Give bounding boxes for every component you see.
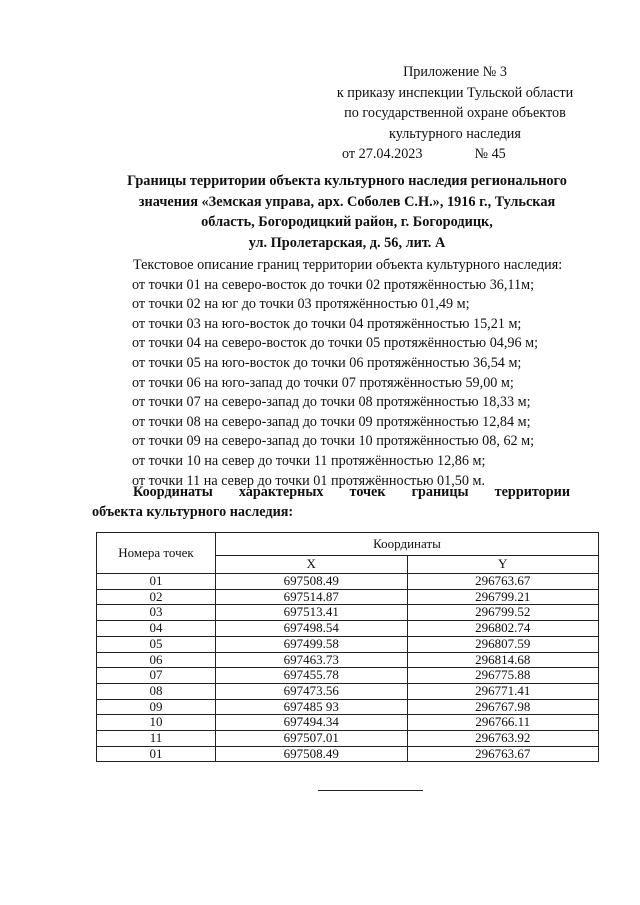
appendix-order-line: к приказу инспекции Тульской области [336, 84, 574, 101]
appendix-title: Приложение № 3 [403, 64, 507, 80]
point-number-cell: 06 [97, 652, 216, 668]
coordinates-heading-line: объекта культурного наследия: [92, 503, 294, 520]
heading-word: Координаты [133, 484, 213, 500]
table-row [97, 731, 599, 747]
x-coordinate-cell: 697463.73 [216, 652, 408, 668]
x-coordinate-cell: 697513.41 [216, 605, 408, 621]
y-coordinate-cell: 296807.59 [407, 636, 599, 652]
x-coordinate-cell: 697507.01 [216, 731, 408, 747]
description-line: от точки 06 на юго-запад до точки 07 протяжённостью 59,00 м; [132, 374, 514, 391]
description-line: от точки 09 на северо-запад до точки 10 протяжённостью 08, 62 м; [132, 433, 535, 450]
x-coordinate-cell: 697455.78 [216, 668, 408, 684]
point-number-cell: 03 [97, 605, 216, 621]
x-coordinate-cell: 697494.34 [216, 715, 408, 731]
y-coordinate-cell: 296799.21 [407, 589, 599, 605]
point-number-cell: 04 [97, 621, 216, 637]
header-coordinates: Координаты [216, 533, 599, 556]
y-coordinate-cell: 296775.88 [407, 668, 599, 684]
description-line: от точки 02 на юг до точки 03 протяжённостью 01,49 м; [132, 296, 470, 313]
table-row [97, 621, 599, 637]
title-line: Границы территории объекта культурного наследия регионального [127, 173, 567, 189]
table-row [97, 746, 599, 762]
header-y: Y [407, 556, 599, 574]
title-line: область, Богородицкий район, г. Богородицк, [201, 214, 493, 230]
y-coordinate-cell: 296771.41 [407, 683, 599, 699]
table-row [97, 699, 599, 715]
x-coordinate-cell: 697473.56 [216, 683, 408, 699]
table-row [97, 715, 599, 731]
point-number-cell: 02 [97, 589, 216, 605]
title-line: значения «Земская управа, арх. Соболев С.Н.», 1916 г., Тульская [138, 193, 556, 210]
point-number-cell: 01 [97, 746, 216, 762]
document-title [92, 171, 602, 253]
description-line: от точки 05 на юго-восток до точки 06 протяжённостью 36,54 м; [132, 354, 522, 371]
header-point-numbers: Номера точек [97, 533, 216, 574]
y-coordinate-cell: 296799.52 [407, 605, 599, 621]
table-row [97, 636, 599, 652]
description-line: от точки 01 на северо-восток до точки 02 протяжённостью 36,11м; [132, 276, 535, 293]
description-line: от точки 10 на север до точки 11 протяжённостью 12,86 м; [132, 452, 486, 469]
coordinates-table [96, 532, 599, 762]
table-body [97, 574, 599, 762]
closing-line [318, 790, 423, 791]
coordinates-heading [92, 483, 570, 522]
point-number-cell: 08 [97, 683, 216, 699]
x-coordinate-cell: 697485 93 [216, 699, 408, 715]
x-coordinate-cell: 697499.58 [216, 636, 408, 652]
y-coordinate-cell: 296763.67 [407, 746, 599, 762]
header-x: X [216, 556, 408, 574]
heading-word: границы [411, 484, 469, 500]
heading-word: территории [494, 484, 570, 500]
y-coordinate-cell: 296766.11 [407, 715, 599, 731]
point-number-cell: 11 [97, 731, 216, 747]
table-row [97, 574, 599, 590]
x-coordinate-cell: 697508.49 [216, 746, 408, 762]
y-coordinate-cell: 296802.74 [407, 621, 599, 637]
description-line: от точки 08 на северо-запад до точки 09 протяжённостью 12,84 м; [132, 413, 531, 430]
y-coordinate-cell: 296763.67 [407, 574, 599, 590]
point-number-cell: 05 [97, 636, 216, 652]
description-line: от точки 03 на юго-восток до точки 04 протяжённостью 15,21 м; [132, 315, 522, 332]
coordinates-heading-line [92, 483, 570, 503]
point-number-cell: 01 [97, 574, 216, 590]
title-line: ул. Пролетарская, д. 56, лит. А [248, 234, 446, 251]
table-row [97, 589, 599, 605]
description-line: от точки 04 на северо-восток до точки 05 протяжённостью 04,96 м; [132, 335, 539, 352]
table-row [97, 652, 599, 668]
table-header-row [97, 533, 599, 556]
order-date: от 27.04.2023 [342, 146, 423, 162]
description-line: от точки 11 на север до точки 01 протяжённостью 01,50 м. [132, 472, 485, 489]
y-coordinate-cell: 296814.68 [407, 652, 599, 668]
appendix-date-line [320, 144, 590, 165]
heading-word: характерных [238, 484, 324, 500]
y-coordinate-cell: 296767.98 [407, 699, 599, 715]
description-line: от точки 07 на северо-запад до точки 08 протяжённостью 18,33 м; [132, 394, 531, 411]
boundary-description [133, 256, 613, 491]
table-row [97, 668, 599, 684]
appendix-order-line: культурного наследия [389, 125, 521, 142]
x-coordinate-cell: 697514.87 [216, 589, 408, 605]
appendix-order-line: по государственной охране объектов [344, 105, 566, 121]
y-coordinate-cell: 296763.92 [407, 731, 599, 747]
order-number: № 45 [474, 146, 506, 162]
x-coordinate-cell: 697498.54 [216, 621, 408, 637]
table-row [97, 683, 599, 699]
x-coordinate-cell: 697508.49 [216, 574, 408, 590]
table-row [97, 605, 599, 621]
description-intro: Текстовое описание границ территории объекта культурного наследия: [133, 257, 563, 273]
point-number-cell: 07 [97, 668, 216, 684]
appendix-block [320, 62, 590, 165]
point-number-cell: 09 [97, 699, 216, 715]
point-number-cell: 10 [97, 715, 216, 731]
heading-word: точек [349, 484, 386, 500]
